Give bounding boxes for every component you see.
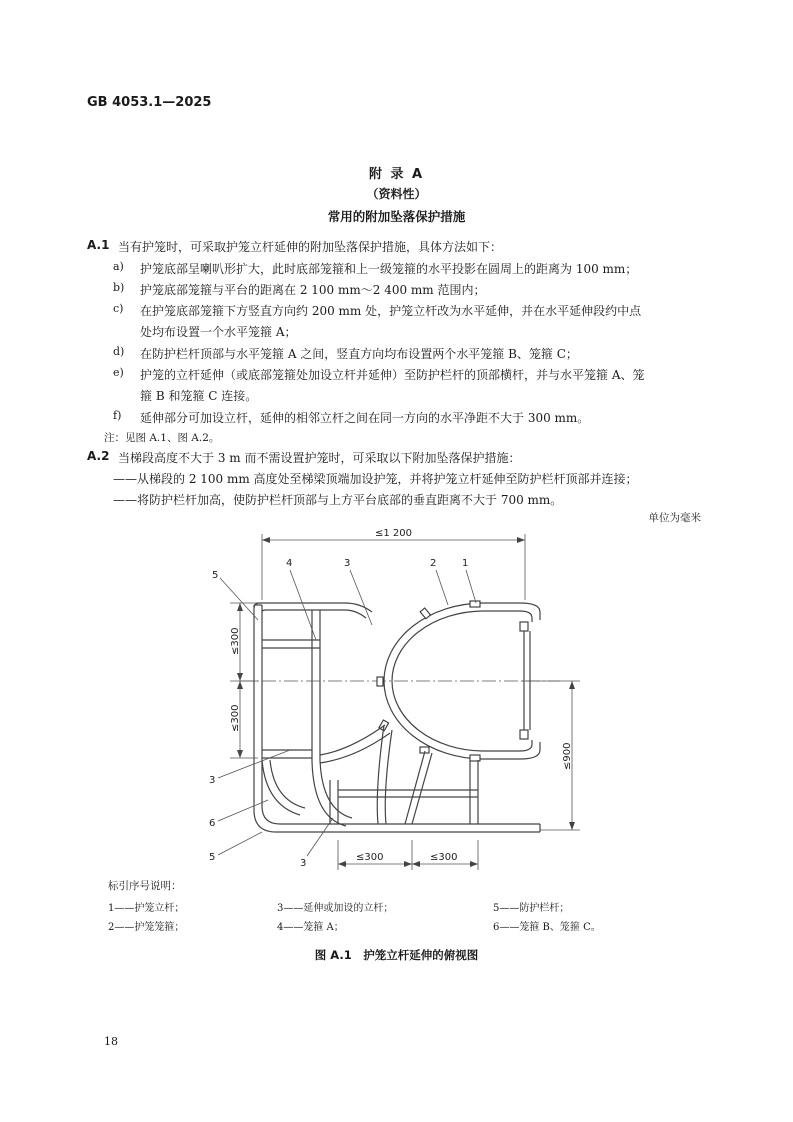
dim-top-label: ≤1 200	[375, 528, 413, 539]
item-text: 在护笼底部笼箍下方竖直方向约 200 mm 处，护笼立杆改为水平延伸，并在水平延伸段约中点	[140, 304, 642, 318]
callout-5-bottom: 5	[209, 852, 216, 863]
annex-type: （资料性）	[366, 187, 427, 201]
item-text: 护笼的立杆延伸（或底部笼箍处加设立杆并延伸）至防护栏杆的顶部横杆，并与水平笼箍 A、笼	[140, 368, 645, 382]
item-text: 护笼底部呈喇叭形扩大，此时底部笼箍和上一级笼箍的水平投影在圆周上的距离为 100 mm；	[140, 262, 638, 276]
item-label: d)	[113, 345, 125, 358]
item-label: c)	[113, 302, 124, 315]
item-text: 延伸部分可加设立杆，延伸的相邻立杆之间在同一方向的水平净距不大于 300 mm。	[140, 411, 590, 425]
item-text-cont: 处均布设置一个水平笼箍 A；	[140, 325, 297, 339]
dash-item: ——将防护栏杆加高，使防护栏杆顶部与上方平台底部的垂直距离不大于 700 mm。	[113, 493, 563, 507]
annex-name: 常用的附加坠落保护措施	[327, 209, 466, 224]
dim-bottom-left-label: ≤300	[356, 852, 384, 863]
clause-a1-note: 注：见图 A.1、图 A.2。	[104, 432, 220, 444]
unit-note: 单位为毫米	[648, 512, 701, 524]
dim-bottom-right-label: ≤300	[430, 852, 458, 863]
callout-4: 4	[286, 558, 293, 569]
legend-item: 4——笼箍 A；	[277, 922, 344, 933]
clause-a1-text: 当有护笼时，可采取护笼立杆延伸的附加坠落保护措施，具体方法如下：	[118, 240, 503, 254]
annex-title: 附 录 A	[368, 167, 425, 182]
item-text-cont: 箍 B 和笼箍 C 连接。	[140, 389, 258, 403]
item-label: f)	[113, 409, 122, 422]
item-label: a)	[113, 260, 124, 273]
legend-item: 6——笼箍 B、笼箍 C。	[493, 922, 601, 933]
callout-1: 1	[462, 558, 469, 569]
item-label: b)	[113, 281, 125, 294]
callout-6: 6	[209, 818, 216, 829]
item-text: 护笼底部笼箍与平台的距离在 2 100 mm～2 400 mm 范围内；	[140, 283, 486, 297]
dim-left-upper-label: ≤300	[230, 627, 241, 655]
callout-3-left: 3	[209, 775, 216, 786]
standard-number: GB 4053.1—2025	[87, 95, 212, 110]
callout-5-top: 5	[212, 570, 219, 581]
callout-3-bottom: 3	[300, 858, 307, 869]
item-label: e)	[113, 366, 124, 379]
dim-right-label: ≤900	[562, 742, 573, 770]
dim-left-lower-label: ≤300	[230, 704, 241, 732]
clause-a1-id: A.1	[87, 238, 110, 252]
legend-item: 1——护笼立杆；	[108, 903, 185, 914]
dash-item: ——从梯段的 2 100 mm 高度处至梯梁顶端加设护笼，并将护笼立杆延伸至防护栏杆顶部并连接；	[113, 472, 638, 486]
clause-a2-id: A.2	[87, 449, 110, 463]
legend-title: 标引序号说明：	[108, 880, 182, 892]
legend-item: 5——防护栏杆；	[493, 903, 570, 914]
legend-item: 2——护笼笼箍；	[108, 922, 185, 933]
item-text: 在防护栏杆顶部与水平笼箍 A 之间，竖直方向均布设置两个水平笼箍 B、笼箍 C；	[140, 347, 578, 361]
page-number: 18	[104, 1035, 118, 1048]
figure-caption: 图 A.1 护笼立杆延伸的俯视图	[314, 948, 479, 962]
callout-3-top: 3	[344, 558, 351, 569]
clause-a2-text: 当梯段高度不大于 3 m 而不需设置护笼时，可采取以下附加坠落保护措施：	[118, 451, 521, 465]
legend-item: 3——延伸或加设的立杆；	[277, 903, 394, 914]
callout-2: 2	[430, 558, 437, 569]
